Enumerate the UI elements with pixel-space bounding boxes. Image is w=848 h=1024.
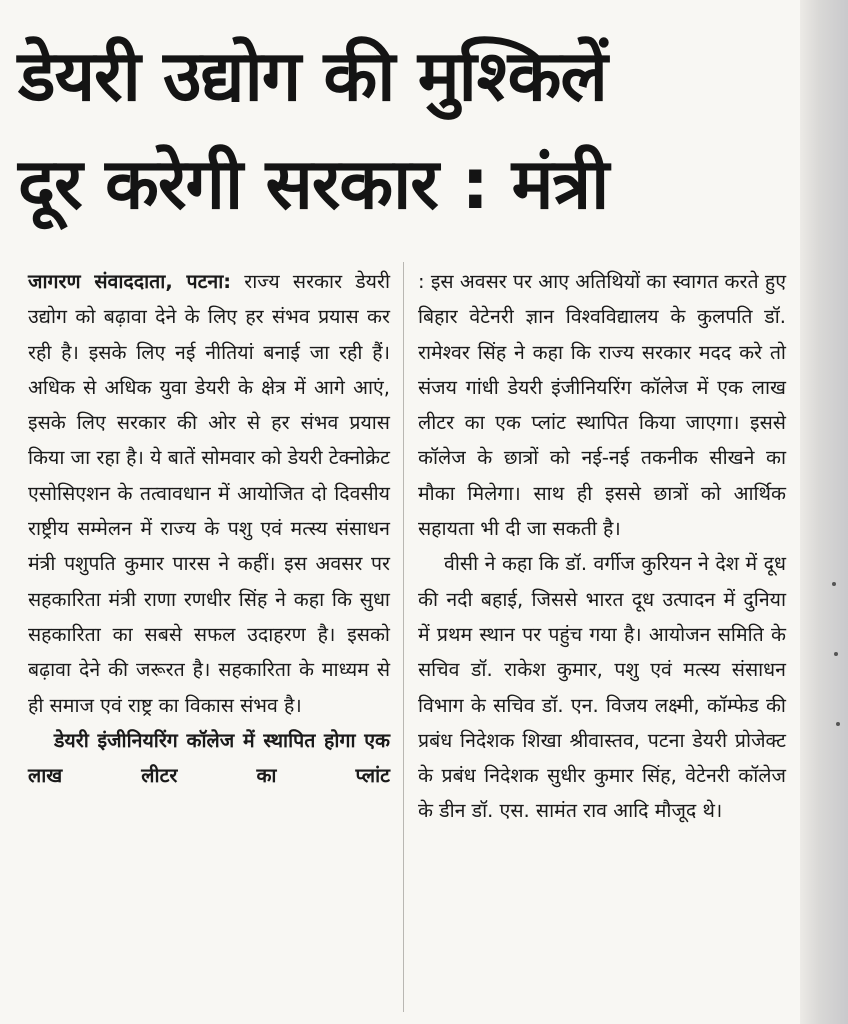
article-column-right bbox=[418, 264, 786, 829]
column-divider bbox=[403, 262, 404, 1012]
margin-speck bbox=[832, 582, 836, 586]
headline-line-1: डेयरी उद्योग की मुश्किलें bbox=[18, 35, 607, 117]
article-subhead: डेयरी इंजीनियरिंग कॉलेज में स्थापित होगा एक लाख लीटर का प्लांट bbox=[28, 728, 390, 788]
page-edge-shadow bbox=[800, 0, 848, 1024]
margin-speck bbox=[836, 722, 840, 726]
article-paragraph-3: वीसी ने कहा कि डॉ. वर्गीज कुरियन ने देश में दूध की नदी बहाई, जिससे भारत दूध उत्पादन में दुनिया में प्रथम स्थान पर पहुंच गया है। आयोजन समिति के सचिव डॉ. राकेश कुमार, पशु एवं मत्स्य संसाधन विभाग के सचिव डॉ. एन. विजय लक्ष्मी, कॉम्फेड की प्रबंध निदेशक शिखा श्रीवास्तव, पटना डेयरी प्रोजेक्ट के प्रबंध निदेशक सुधीर कुमार सिंह, वेटेनरी कॉलेज के डीन डॉ. एस. सामंत राव आदि मौजूद थे। bbox=[418, 552, 786, 823]
margin-speck bbox=[834, 652, 838, 656]
headline bbox=[18, 22, 788, 238]
subhead-continuation: : इस अवसर पर आए अतिथियों का स्वागत करते हुए बिहार वेटेनरी ज्ञान विश्वविद्यालय के कुलपति डॉ. रामेश्वर सिंह ने कहा कि राज्य सरकार मदद करे तो संजय गांधी डेयरी इंजीनियरिंग कॉलेज में एक लाख लीटर का एक प्लांट स्थापित किया जाएगा। इससे कॉलेज के छात्रों को नई-नई तकनीक सीखने का मौका मिलेगा। साथ ही इससे छात्रों को आर्थिक सहायता भी दी जा सकती है। bbox=[418, 270, 786, 541]
paragraph-1-text: राज्य सरकार डेयरी उद्योग को बढ़ावा देने के लिए हर संभव प्रयास कर रही है। इसके लिए नई नीतियां बनाई जा रही हैं। अधिक से अधिक युवा डेयरी के क्षेत्र में आगे आएं, इसके लिए सरकार की ओर से हर संभव प्रयास किया जा रहा है। ये बातें सोमवार को डेयरी टेक्नोक्रेट एसोसिएशन के तत्वावधान में आयोजित दो दिवसीय राष्ट्रीय सम्मेलन में राज्य के पशु एवं मत्स्य संसाधन मंत्री पशुपति कुमार पारस ने कहीं। इस अवसर पर सहकारिता मंत्री राणा रणधीर सिंह ने कहा कि सुधा सहकारिता का सबसे सफल उदाहरण है। इसको बढ़ावा देने की जरूरत है। सहकारिता के माध्यम से ही समाज एवं राष्ट्र का विकास संभव है। bbox=[28, 270, 390, 717]
headline-line-2: दूर करेगी सरकार : मंत्री bbox=[18, 143, 609, 225]
article-column-left bbox=[28, 264, 390, 793]
dateline: जागरण संवाददाता, पटना: bbox=[28, 270, 232, 293]
article-paragraph-1 bbox=[28, 264, 390, 723]
